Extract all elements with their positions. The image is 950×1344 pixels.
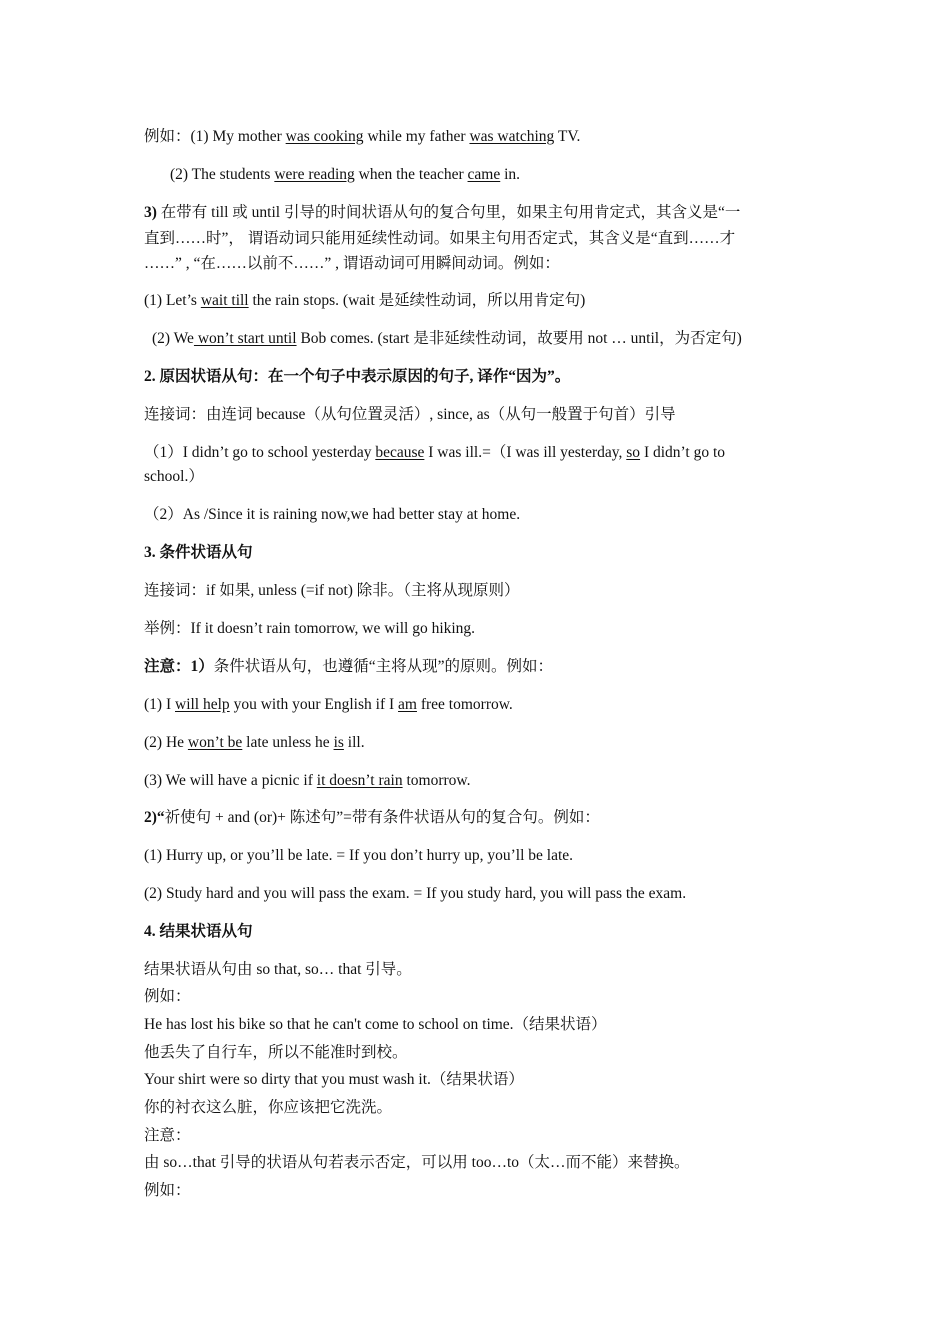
text: (3) We will have a picnic if — [144, 772, 317, 789]
condition-note-1 — [144, 657, 553, 677]
text: 条件状语从句，也遵循“主将从现”的原则。例如： — [213, 658, 554, 675]
text: (2) Study hard and you will pass the exam. = If you study hard, you will pass the exam. — [144, 885, 687, 902]
result-intro — [144, 960, 412, 980]
imperative-example-2 — [144, 884, 686, 904]
text: 结果状语从句由 so that, so… that 引导。 — [144, 961, 412, 978]
underlined-verb: were reading — [274, 166, 355, 183]
result-eg-label-2 — [144, 1181, 191, 1201]
text: （2）As /Since it is raining now,we had better stay at home. — [144, 506, 521, 523]
text: school.） — [144, 468, 204, 485]
text: in. — [500, 166, 521, 183]
text: I didn’t go to — [640, 444, 726, 461]
result-example-1-cn — [144, 1043, 408, 1063]
result-example-2-cn — [144, 1098, 392, 1118]
text: 例如： — [144, 988, 191, 1005]
heading-reason-clause — [144, 367, 570, 387]
text: 举例：If it doesn’t rain tomorrow, we will go hiking. — [144, 620, 476, 637]
text: 连接词：由连词 because（从句位置灵活）, since, as（从句一般置于句首）引导 — [144, 406, 676, 423]
underlined-verb: won’t start until — [193, 330, 297, 347]
text: free tomorrow. — [416, 696, 513, 713]
reason-example-2 — [144, 505, 520, 525]
note-label: 2)“ — [144, 809, 165, 826]
section-heading: 2. 原因状语从句：在一个句子中表示原因的句子, 译作“因为”。 — [144, 368, 571, 385]
underlined-verb: it doesn’t rain — [316, 772, 403, 789]
underlined-word: because — [375, 444, 425, 461]
text: (1) I — [144, 696, 175, 713]
result-example-2 — [144, 1070, 524, 1090]
till-example-2 — [152, 329, 742, 349]
underlined-verb: was watching — [469, 128, 555, 145]
result-eg-label — [144, 987, 191, 1007]
text: 他丢失了自行车，所以不能准时到校。 — [144, 1044, 408, 1061]
text: I was ill.=（I was ill yesterday, — [424, 444, 627, 461]
heading-condition-clause — [144, 543, 253, 563]
result-note-label — [144, 1126, 191, 1146]
text: when the teacher — [354, 166, 468, 183]
reason-example-1-cont — [144, 467, 204, 487]
rule-3-line-1 — [144, 203, 740, 223]
text: TV. — [554, 128, 581, 145]
underlined-verb: wait till — [200, 292, 249, 309]
note-label: 注意：1） — [144, 658, 214, 675]
text: Bob comes. (start 是非延续性动词，故要用 not … until，为否定句) — [296, 330, 742, 347]
text: (2) The students — [170, 166, 275, 183]
text: 注意： — [144, 1127, 191, 1144]
underlined-verb: won’t be — [187, 734, 243, 751]
reason-conjunctions — [144, 405, 676, 425]
text: (1) Hurry up, or you’ll be late. = If you don’t hurry up, you’ll be late. — [144, 847, 574, 864]
text: (1) Let’s — [144, 292, 201, 309]
till-example-1 — [144, 291, 585, 311]
underlined-word: so — [626, 444, 641, 461]
underlined-verb: came — [467, 166, 501, 183]
text: 你的衬衣这么脏，你应该把它洗洗。 — [144, 1099, 393, 1116]
text: 直到……时”， 谓语动词只能用延续性动词。如果主句用否定式，其含义是“直到……才 — [144, 230, 736, 247]
rule-3-line-3 — [144, 254, 560, 274]
text: 在带有 till 或 until 引导的时间状语从句的复合句里，如果主句用肯定式，其含义是“一 — [156, 204, 741, 221]
text: （1）I didn’t go to school yesterday — [144, 444, 376, 461]
heading-result-clause — [144, 922, 253, 942]
example-line-1 — [144, 127, 580, 147]
underlined-verb: is — [333, 734, 344, 751]
text: ……” , “在……以前不……” , 谓语动词可用瞬间动词。例如： — [144, 255, 560, 272]
condition-example — [144, 619, 475, 639]
underlined-verb: will help — [175, 696, 230, 713]
condition-example-3 — [144, 771, 470, 791]
text: late unless he — [242, 734, 334, 751]
result-note-text — [144, 1153, 690, 1173]
condition-example-1 — [144, 695, 513, 715]
condition-example-2 — [144, 733, 365, 753]
underlined-verb: am — [398, 696, 417, 713]
section-heading: 3. 条件状语从句 — [144, 544, 253, 561]
text: you with your English if I — [229, 696, 399, 713]
condition-note-2 — [144, 808, 600, 828]
text: while my father — [363, 128, 470, 145]
text: the rain stops. (wait 是延续性动词，所以用肯定句) — [248, 292, 586, 309]
text: 例如：(1) My mother — [144, 128, 286, 145]
text: 连接词：if 如果, unless (=if not) 除非。（主将从现原则） — [144, 582, 520, 599]
text: 祈使句 + and (or)+ 陈述句”=带有条件状语从句的复合句。例如： — [164, 809, 600, 826]
text: He has lost his bike so that he can't come to school on time.（结果状语） — [144, 1016, 607, 1033]
section-heading: 4. 结果状语从句 — [144, 923, 253, 940]
text: Your shirt were so dirty that you must wash it.（结果状语） — [144, 1071, 524, 1088]
condition-conjunctions — [144, 581, 520, 601]
imperative-example-1 — [144, 846, 573, 866]
text: 由 so…that 引导的状语从句若表示否定，可以用 too…to（太…而不能）来替换。 — [144, 1154, 690, 1171]
reason-example-1 — [144, 443, 725, 463]
example-line-2 — [170, 165, 520, 185]
rule-number: 3) — [144, 204, 157, 221]
text: tomorrow. — [402, 772, 471, 789]
result-example-1 — [144, 1015, 607, 1035]
underlined-verb: was cooking — [285, 128, 364, 145]
text: 例如： — [144, 1182, 191, 1199]
text: (2) We — [152, 330, 194, 347]
text: ill. — [343, 734, 365, 751]
text: (2) He — [144, 734, 188, 751]
rule-3-line-2 — [144, 229, 735, 249]
